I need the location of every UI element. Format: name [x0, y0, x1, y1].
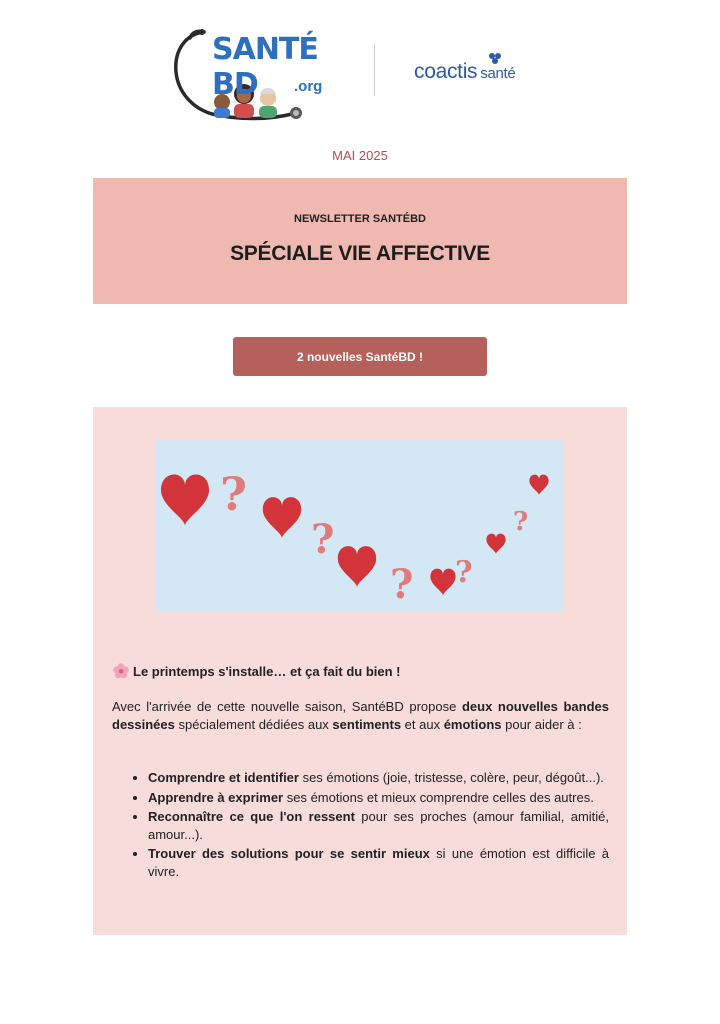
flower-icon: [113, 663, 129, 679]
list-item: [148, 845, 609, 880]
santebd-logo-title: SANTÉ BD: [212, 32, 318, 102]
santebd-logo[interactable]: [168, 28, 348, 128]
list-item: [148, 808, 609, 843]
goals-list: [112, 769, 609, 882]
coactis-logo-suffix: santé: [480, 65, 516, 82]
intro-text: spécialement dédiées aux: [174, 716, 333, 732]
hearts-and-question-marks-icon: [156, 440, 563, 612]
intro-emphasis: sentiments: [332, 716, 402, 732]
intro-text: pour aider à :: [501, 716, 582, 732]
hero-band: [93, 178, 627, 304]
list-item-emphasis: Trouver des solutions pour se sentir mieux: [148, 846, 430, 861]
intro-paragraph: [112, 698, 609, 733]
list-item-text: pour ses proches (amour familial, amitié, amour...).: [148, 809, 610, 842]
list-item-emphasis: Reconnaître ce que l'on ressent: [148, 809, 355, 824]
list-item-emphasis: Apprendre à exprimer: [148, 789, 284, 805]
section-heading: [113, 663, 613, 679]
list-item-text: si une émotion est difficile à vivre.: [148, 846, 609, 879]
list-item-text: ses émotions et mieux comprendre celles des autres.: [283, 789, 594, 805]
issue-date: MAI 2025: [332, 148, 388, 163]
svg-text:?: ?: [513, 507, 529, 537]
intro-text: et aux: [401, 716, 444, 732]
svg-text:?: ?: [220, 467, 247, 521]
list-item: [148, 769, 609, 787]
intro-text: Avec l'arrivée de cette nouvelle saison, SantéBD propose: [112, 699, 462, 714]
hearts-illustration: [156, 440, 563, 612]
svg-text:?: ?: [390, 561, 414, 608]
svg-text:?: ?: [455, 555, 473, 590]
newsletter-headline: SPÉCIALE VIE AFFECTIVE: [230, 242, 490, 265]
section-heading-text: Le printemps s'installe… et ça fait du bien !: [133, 664, 401, 679]
svg-text:?: ?: [311, 516, 335, 563]
list-item: [148, 789, 609, 807]
content-card: [93, 407, 627, 935]
coactis-logo-name: coactis: [414, 60, 478, 83]
list-item-text: ses émotions (joie, tristesse, colère, peur, dégoût...).: [298, 770, 604, 785]
new-comics-button[interactable]: 2 nouvelles SantéBD !: [233, 337, 487, 376]
newsletter-kicker: NEWSLETTER SANTÉBD: [294, 213, 426, 225]
intro-emphasis: deux nouvelles bandes dessinées: [112, 699, 610, 732]
intro-emphasis: émotions: [443, 716, 502, 732]
list-item-emphasis: Comprendre et identifier: [148, 770, 299, 785]
logo-divider: [374, 44, 375, 96]
header-logos: [0, 18, 720, 118]
santebd-logo-suffix: .org: [294, 78, 323, 95]
